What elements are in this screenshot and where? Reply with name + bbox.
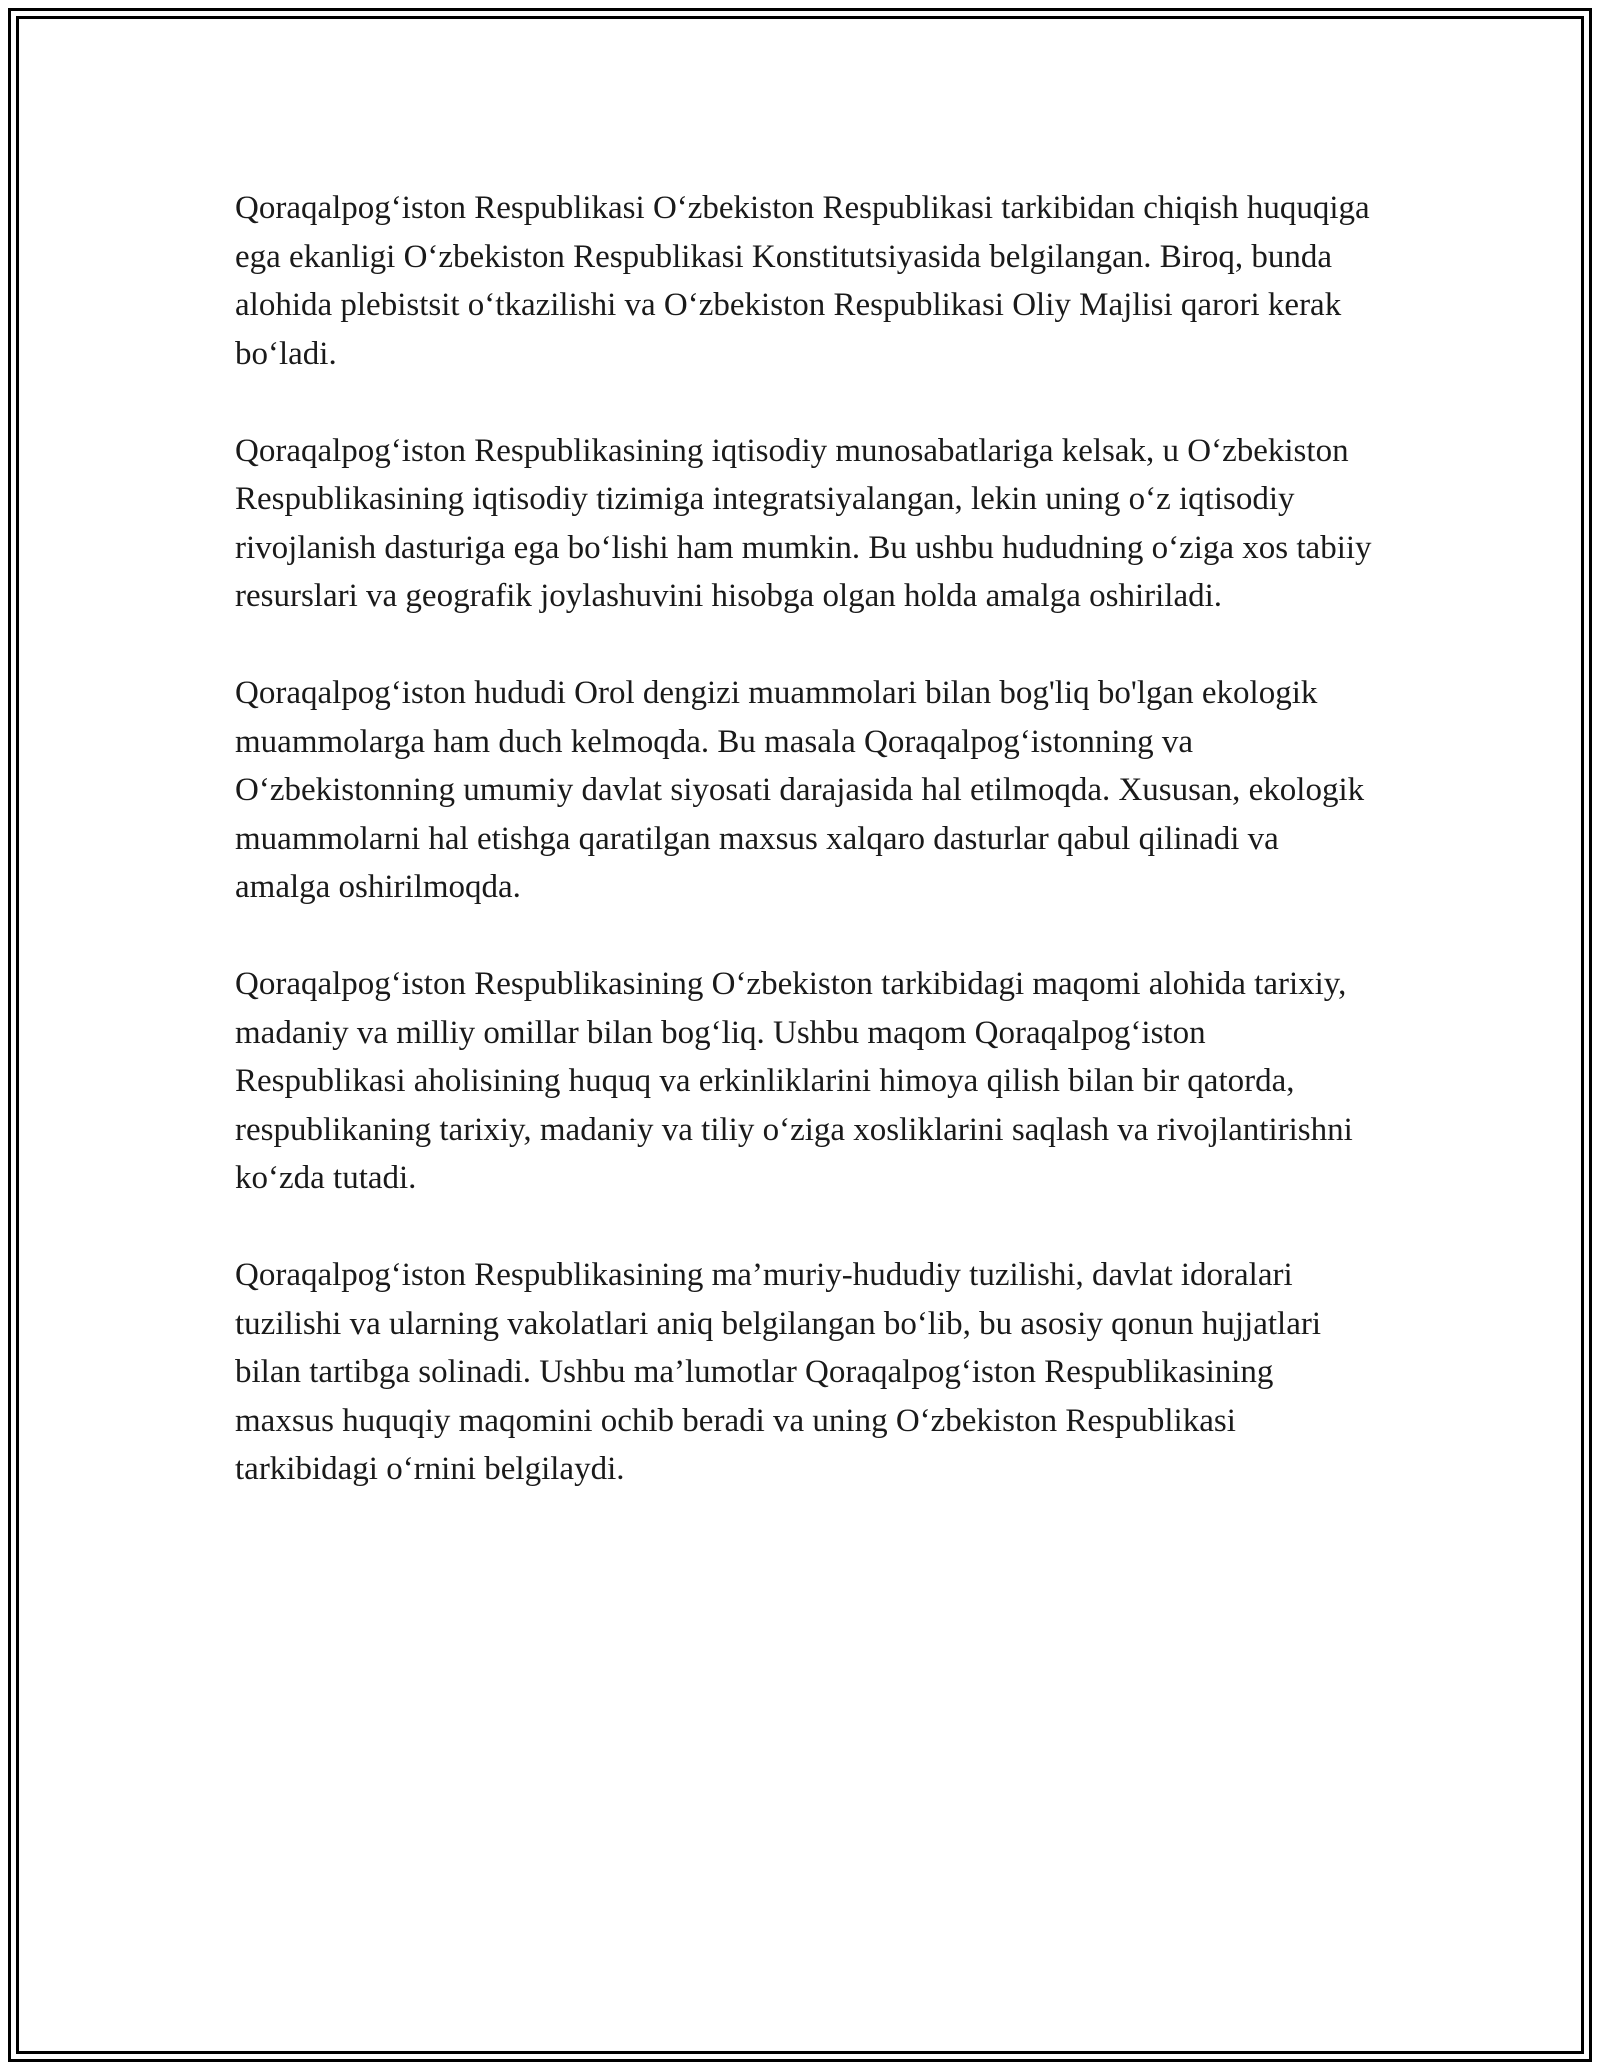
paragraph-4: Qoraqalpog‘iston Respublikasining O‘zbekiston tarkibidagi maqomi alohida tarixiy, madaniy va milliy omillar bilan bog‘liq. Ushbu maqom Qoraqalpog‘iston Respublikasi aholisining huquq va erkinliklarini himoya qilish bilan bir qatorda, respublikaning tarixiy, madaniy va tiliy o‘ziga xosliklarini saqlash va rivojlantirishni ko‘zda tutadi.: [235, 966, 1353, 1196]
paragraph-1: Qoraqalpog‘iston Respublikasi O‘zbekiston Respublikasi tarkibidan chiqish huquqiga ega ekanligi O‘zbekiston Respublikasi Konstitutsiyasida belgilangan. Biroq, bunda alohida plebistsit o‘tkazilishi va O‘zbekiston Respublikasi Oliy Majlisi qarori kerak bo‘ladi.: [235, 190, 1370, 372]
paragraph-2: Qoraqalpog‘iston Respublikasining iqtisodiy munosabatlariga kelsak, u O‘zbekiston Respublikasining iqtisodiy tizimiga integratsiyalangan, lekin uning o‘z iqtisodiy rivojlanish dasturiga ega bo‘lishi ham mumkin. Bu ushbu hududning o‘ziga xos tabiiy resurslari va geografik joylashuvini hisobga olgan holda amalga oshiriladi.: [235, 432, 1372, 614]
paragraph-3: Qoraqalpog‘iston hududi Orol dengizi muammolari bilan bog'liq bo'lgan ekologik muammolarga ham duch kelmoqda. Bu masala Qoraqalpog‘istonning va O‘zbekistonning umumiy davlat siyosati darajasida hal etilmoqda. Xususan, ekologik muammolarni hal etishga qaratilgan maxsus xalqaro dasturlar qabul qilinadi va amalga oshirilmoqda.: [235, 675, 1365, 905]
paragraph-5: Qoraqalpog‘iston Respublikasining ma’muriy-hududiy tuzilishi, davlat idoralari tuzilishi va ularning vakolatlari aniq belgilangan bo‘lib, bu asosiy qonun hujjatlari bilan tartibga solinadi. Ushbu ma’lumotlar Qoraqalpog‘iston Respublikasining maxsus huquqiy maqomini ochib beradi va uning O‘zbekiston Respublikasi tarkibidagi o‘rnini belgilaydi.: [235, 1257, 1322, 1487]
document-body: [235, 184, 1375, 1542]
